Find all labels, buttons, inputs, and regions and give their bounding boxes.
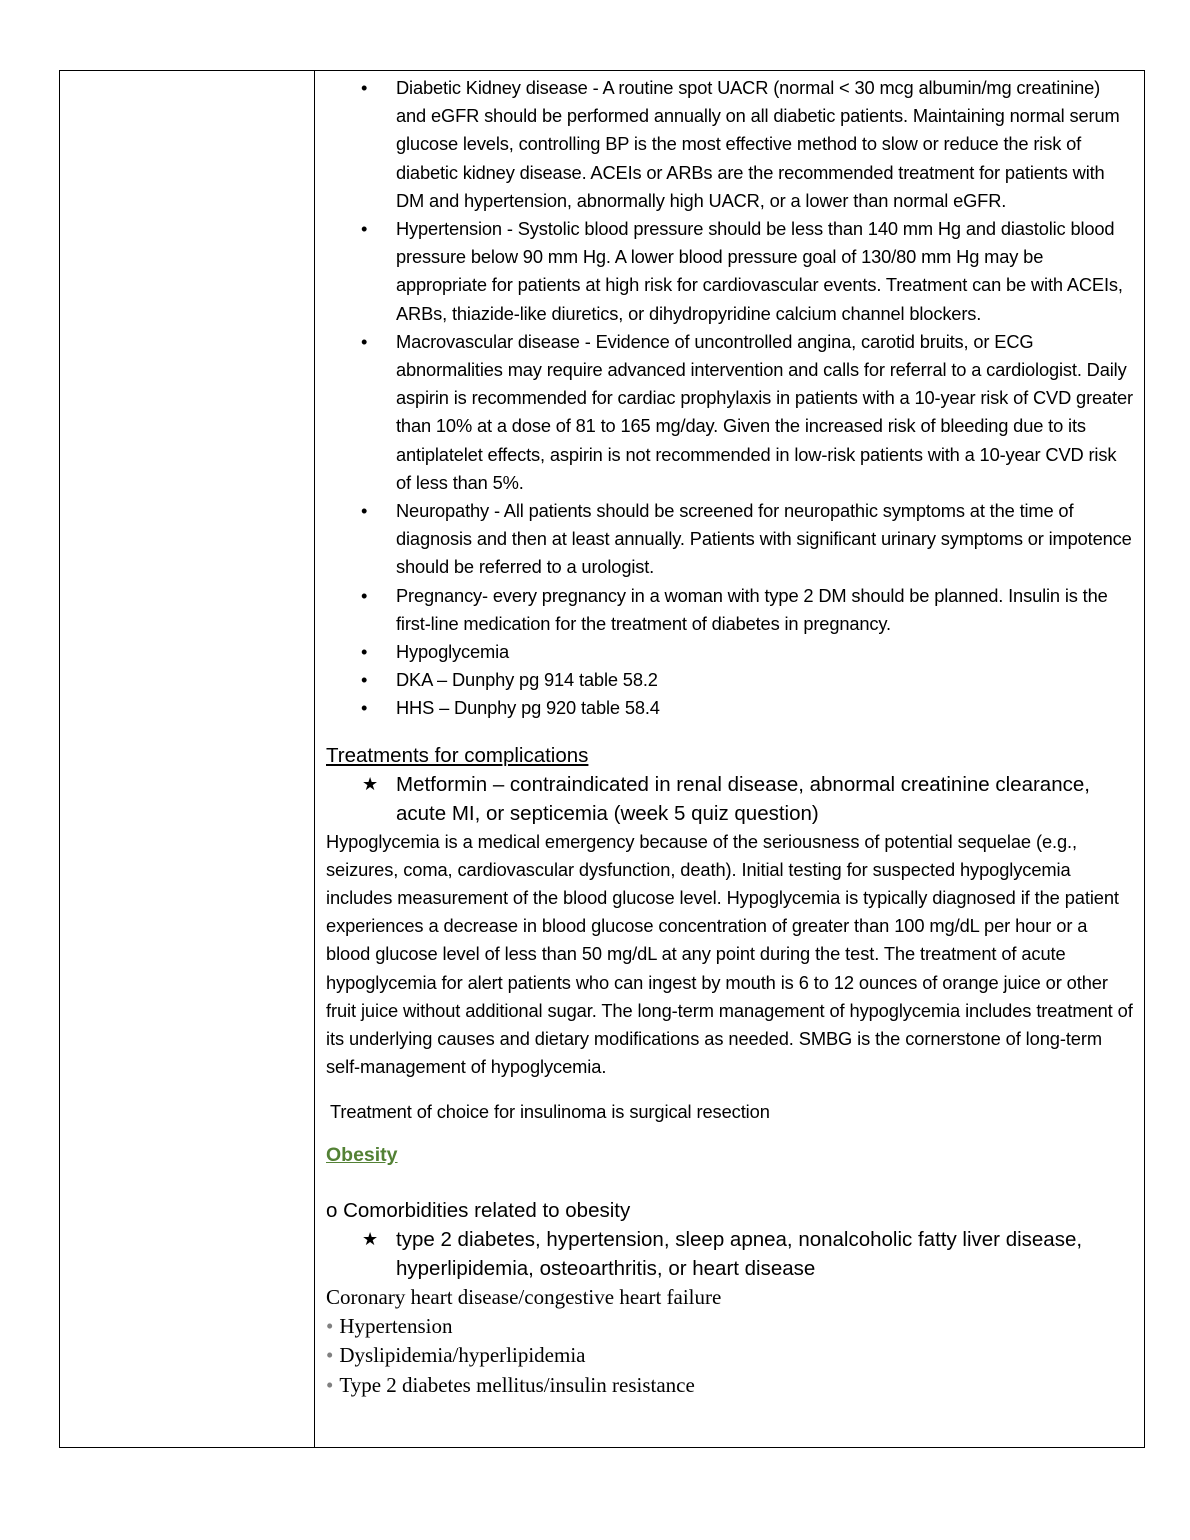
- comorbidities-list: [326, 1225, 1134, 1283]
- list-item: [326, 215, 1134, 328]
- bullet-icon: •: [361, 330, 368, 352]
- list-item-text: Macrovascular disease - Evidence of uncontrolled angina, carotid bruits, or ECG abnormalities may require advanced intervention and calls for referral to a cardiologist. Daily aspirin is recommended for cardiac prophylaxis in patients with a 10-year risk of CVD greater than 10% at a dose of 81 to 165 mg/day. Given the increased risk of bleeding due to its antiplatelet effects, aspirin is not recommended in low-risk patients with a 10-year CVD risk of less than 5%.: [396, 330, 1133, 493]
- bullet-icon: •: [326, 1372, 334, 1397]
- list-item-text: Hypertension: [339, 1314, 453, 1338]
- list-item: [326, 74, 1134, 215]
- bullet-icon: •: [326, 1314, 334, 1338]
- bullet-icon: •: [326, 1343, 334, 1368]
- list-item-text: Hypoglycemia: [396, 641, 510, 663]
- hypoglycemia-paragraph: Hypoglycemia is a medical emergency because of the seriousness of potential sequelae (e.g., seizures, coma, cardiovascular dysfunction, death). Initial testing for suspected hypoglycemia includes measurement of the blood glucose level. Hypoglycemia is typically diagnosed if the patient experiences a decrease in blood glucose concentration of greater than 100 mg/dL per hour or a blood glucose level of less than 50 mg/dL at any point during the test. The treatment of acute hypoglycemia for alert patients who can ingest by mouth is 6 to 12 ounces of orange juice or other fruit juice without additional sugar. The long-term management of hypoglycemia includes treatment of its underlying causes and dietary modifications as needed. SMBG is the cornerstone of long-term self-management of hypoglycemia.: [326, 830, 1133, 1078]
- obesity-heading: Obesity: [326, 1143, 398, 1166]
- bullet-icon: •: [361, 77, 368, 98]
- bullet-icon: •: [361, 641, 368, 663]
- insulinoma-note: Treatment of choice for insulinoma is surgical resection: [330, 1100, 770, 1122]
- list-item-text: Metformin – contraindicated in renal disease, abnormal creatinine clearance, acute MI, or septicemia (week 5 quiz question): [396, 772, 1090, 825]
- bullet-icon: •: [361, 218, 368, 240]
- list-item-text: DKA – Dunphy pg 914 table 58.2: [396, 669, 658, 691]
- list-item: [326, 1371, 1134, 1400]
- list-item: [326, 638, 1134, 666]
- list-item: [326, 1341, 1134, 1370]
- list-item-text: Diabetic Kidney disease - A routine spot UACR (normal < 30 mcg albumin/mg creatinine) and eGFR should be performed annually on all diabetic patients. Maintaining normal serum glucose levels, controlling BP is the most effective method to slow or reduce the risk of diabetic kidney disease. ACEIs or ARBs are the recommended treatment for patients with DM and hypertension, abnormally high UACR, or a lower than normal eGFR.: [396, 77, 1120, 211]
- bullet-icon: •: [361, 669, 368, 691]
- list-item: [326, 328, 1134, 497]
- list-item-text: Neuropathy - All patients should be screened for neuropathic symptoms at the time of diagnosis and then at least annually. Patients with significant urinary symptoms or impotence should be referred to a urologist.: [396, 500, 1132, 578]
- star-bullet-icon: ★: [362, 773, 379, 794]
- treatments-list: [326, 770, 1134, 828]
- list-item: [326, 770, 1134, 828]
- list-item: [326, 1225, 1134, 1283]
- chd-line: Coronary heart disease/congestive heart failure: [326, 1284, 722, 1309]
- list-item-text: HHS – Dunphy pg 920 table 58.4: [396, 697, 660, 719]
- list-item-text: Pregnancy- every pregnancy in a woman with type 2 DM should be planned. Insulin is the first-line medication for the treatment of diabetes in pregnancy.: [396, 584, 1108, 634]
- list-item: [326, 1312, 1134, 1341]
- right-column-cell: [316, 71, 1144, 1447]
- comorbidities-heading: o Comorbidities related to obesity: [326, 1198, 631, 1222]
- list-item-text: type 2 diabetes, hypertension, sleep apnea, nonalcoholic fatty liver disease, hyperlipidemia, osteoarthritis, or heart disease: [396, 1227, 1083, 1280]
- list-item: [326, 694, 1134, 722]
- left-column-cell: [60, 71, 315, 1447]
- list-item: [326, 497, 1134, 582]
- list-item-text: Type 2 diabetes mellitus/insulin resistance: [339, 1372, 695, 1397]
- list-item-text: Dyslipidemia/hyperlipidemia: [339, 1343, 586, 1368]
- bullet-icon: •: [361, 584, 368, 606]
- list-item-text: Hypertension - Systolic blood pressure should be less than 140 mm Hg and diastolic blood pressure below 90 mm Hg. A lower blood pressure goal of 130/80 mm Hg may be appropriate for patients at high risk for cardiovascular events. Treatment can be with ACEIs, ARBs, thiazide-like diuretics, or dihydropyridine calcium channel blockers.: [396, 218, 1123, 324]
- bullet-icon: •: [361, 697, 368, 719]
- treatments-heading: Treatments for complications: [326, 743, 589, 767]
- complications-list: [326, 74, 1134, 723]
- notes-table: [59, 70, 1145, 1448]
- bullet-icon: •: [361, 500, 368, 522]
- list-item: [326, 582, 1134, 638]
- star-bullet-icon: ★: [362, 1228, 379, 1249]
- list-item: [326, 666, 1134, 694]
